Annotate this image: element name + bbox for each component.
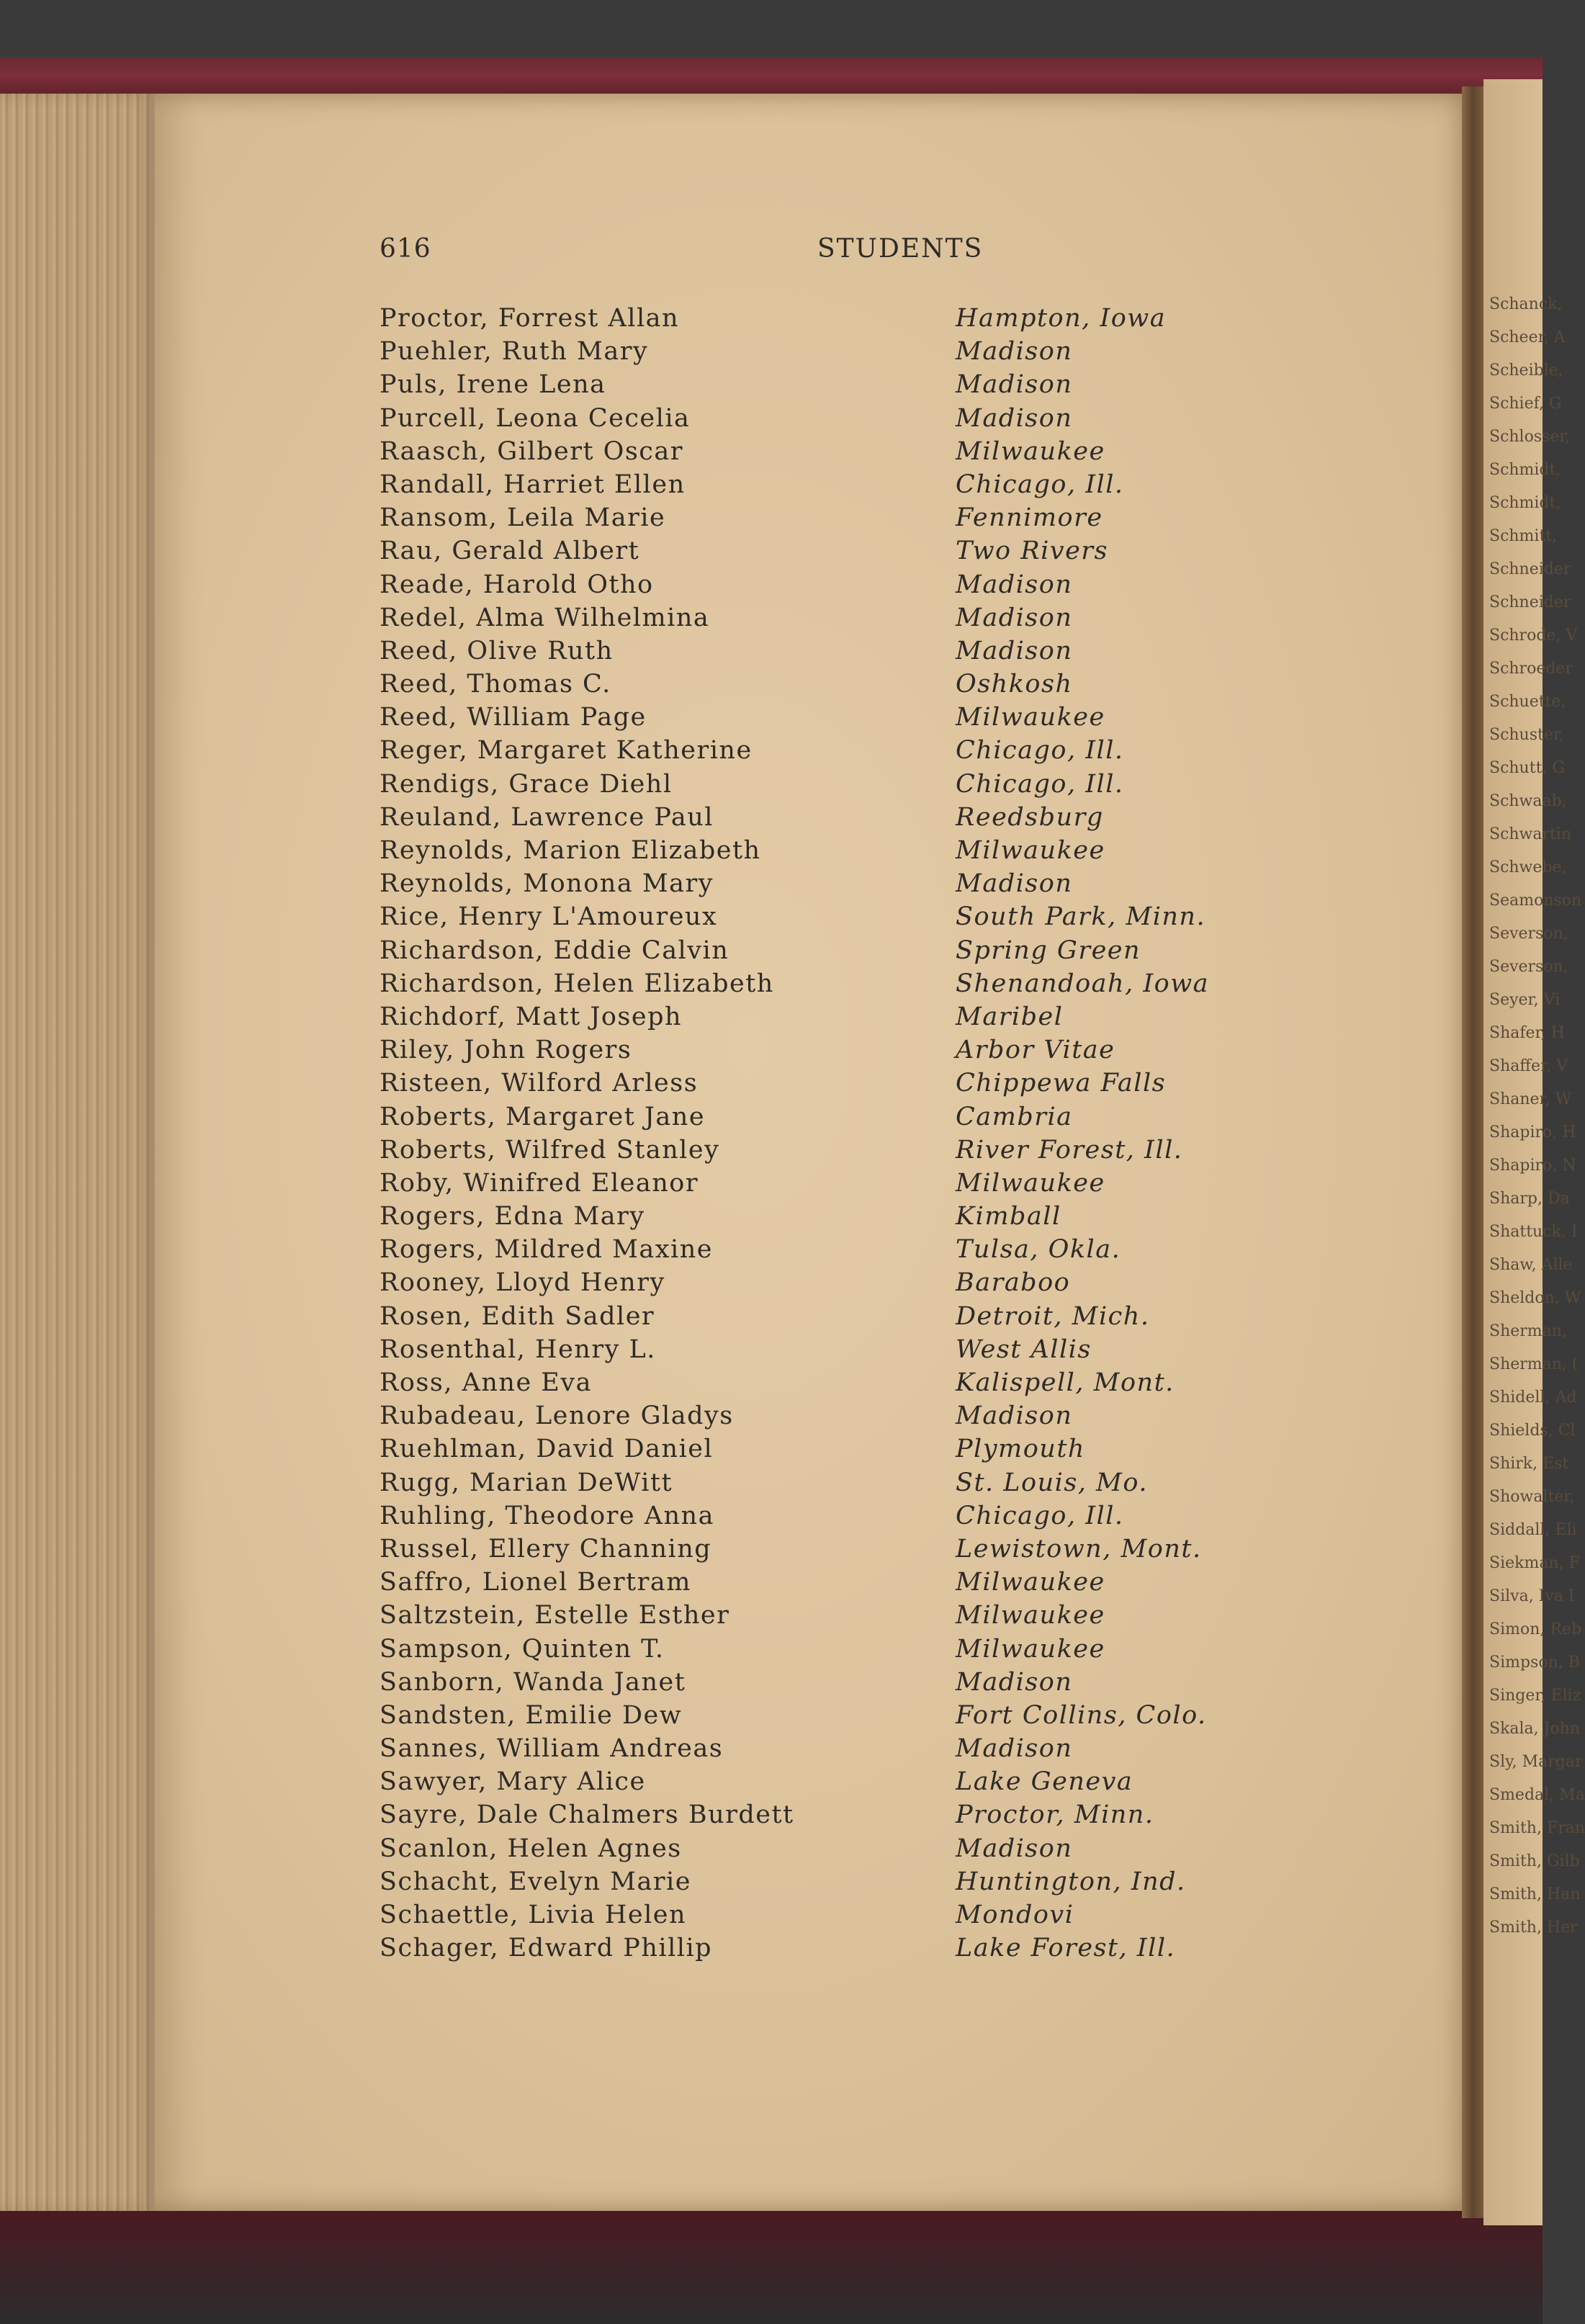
next-page-line: Scheible, <box>1489 362 1563 380</box>
student-hometown: Tulsa, Okla. <box>956 1235 1121 1265</box>
student-name: Rau, Gerald Albert <box>380 537 640 566</box>
list-item <box>0 902 1543 936</box>
student-name: Sannes, William Andreas <box>380 1734 724 1764</box>
student-hometown: Two Rivers <box>956 537 1108 566</box>
student-name: Schager, Edward Phillip <box>380 1934 713 1963</box>
list-item <box>0 1934 1543 1967</box>
student-hometown: Milwaukee <box>956 1568 1105 1597</box>
next-page-line: Simpson, B <box>1489 1654 1580 1672</box>
list-item <box>0 404 1543 437</box>
student-hometown: South Park, Minn. <box>956 902 1206 932</box>
student-hometown: Proctor, Minn. <box>956 1800 1154 1830</box>
student-name: Rubadeau, Lenore Gladys <box>380 1401 734 1431</box>
next-page-line: Schroeder <box>1489 660 1573 678</box>
list-item <box>0 1535 1543 1568</box>
next-page-line: Sherman, ( <box>1489 1355 1579 1373</box>
list-item <box>0 1568 1543 1601</box>
student-hometown: Chicago, Ill. <box>956 769 1124 799</box>
student-hometown: Madison <box>956 370 1073 400</box>
list-item <box>0 1036 1543 1069</box>
list-item <box>0 1002 1543 1036</box>
list-item <box>0 1435 1543 1468</box>
list-item <box>0 337 1543 370</box>
list-item <box>0 1202 1543 1235</box>
list-item <box>0 703 1543 736</box>
next-page-line: Shattuck, I <box>1489 1223 1578 1241</box>
student-name: Ruehlman, David Daniel <box>380 1435 714 1464</box>
student-hometown: Milwaukee <box>956 1168 1105 1198</box>
student-name: Ross, Anne Eva <box>380 1368 592 1397</box>
student-hometown: Madison <box>956 1734 1073 1764</box>
next-page-line: Schief, G <box>1489 395 1562 413</box>
list-item <box>0 836 1543 869</box>
next-page-line: Shidell, Ad <box>1489 1388 1577 1406</box>
student-name: Reynolds, Monona Mary <box>380 869 714 899</box>
student-name: Reed, Olive Ruth <box>380 636 614 665</box>
next-page-line: Schuster, <box>1489 726 1564 744</box>
next-page-line: Schneider <box>1489 560 1571 578</box>
student-hometown: Milwaukee <box>956 1634 1105 1664</box>
list-item <box>0 1103 1543 1136</box>
list-item <box>0 736 1543 769</box>
next-page-line: Shapiro, N <box>1489 1157 1576 1175</box>
list-item <box>0 670 1543 703</box>
list-item <box>0 1468 1543 1502</box>
student-name: Saltzstein, Estelle Esther <box>380 1601 730 1630</box>
student-hometown: Hampton, Iowa <box>956 304 1167 333</box>
student-name: Reed, Thomas C. <box>380 670 611 699</box>
list-item <box>0 503 1543 537</box>
student-name: Schacht, Evelyn Marie <box>380 1867 691 1896</box>
list-item <box>0 1302 1543 1335</box>
student-name: Puehler, Ruth Mary <box>380 337 649 367</box>
student-hometown: Maribel <box>956 1002 1064 1031</box>
list-item <box>0 1635 1543 1668</box>
next-page-line: Scheer, A <box>1489 328 1566 346</box>
student-name: Sayre, Dale Chalmers Burdett <box>380 1800 794 1830</box>
book-cover-bottom <box>0 2211 1543 2324</box>
next-page-line: Schanck, <box>1489 295 1563 313</box>
student-hometown: Reedsburg <box>956 802 1104 832</box>
list-item <box>0 1502 1543 1535</box>
student-hometown: Spring Green <box>956 936 1141 965</box>
student-name: Puls, Irene Lena <box>380 370 606 400</box>
next-page-line: Schmidt, <box>1489 494 1561 512</box>
student-hometown: Madison <box>956 337 1073 367</box>
student-hometown: Oshkosh <box>956 670 1073 699</box>
list-item <box>0 1834 1543 1867</box>
list-item <box>0 1268 1543 1301</box>
student-name: Sandsten, Emilie Dew <box>380 1700 683 1730</box>
student-hometown: Chicago, Ill. <box>956 1501 1124 1530</box>
student-name: Rosen, Edith Sadler <box>380 1301 655 1331</box>
student-hometown: Shenandoah, Iowa <box>956 969 1210 998</box>
list-item <box>0 1169 1543 1202</box>
next-page-line: Severson, <box>1489 925 1568 943</box>
list-item <box>0 604 1543 637</box>
student-hometown: Milwaukee <box>956 703 1105 732</box>
list-item <box>0 1069 1543 1102</box>
list-item <box>0 1668 1543 1701</box>
student-hometown: Fort Collins, Colo. <box>956 1700 1207 1730</box>
student-name: Rogers, Edna Mary <box>380 1202 645 1231</box>
student-hometown: Baraboo <box>956 1268 1071 1298</box>
student-name: Rice, Henry L'Amoureux <box>380 902 718 932</box>
next-page-line: Skala, John <box>1489 1720 1581 1738</box>
student-name: Richardson, Eddie Calvin <box>380 936 729 965</box>
student-hometown: Milwaukee <box>956 1601 1105 1630</box>
next-page-line: Silva, Iva I <box>1489 1587 1575 1605</box>
student-hometown: Fennimore <box>956 503 1103 533</box>
student-name: Sawyer, Mary Alice <box>380 1767 646 1797</box>
next-page-line: Singer, Eliz <box>1489 1687 1581 1705</box>
list-item <box>0 1901 1543 1934</box>
student-name: Riley, John Rogers <box>380 1036 632 1065</box>
list-item <box>0 570 1543 604</box>
student-hometown: Lake Forest, Ill. <box>956 1934 1176 1963</box>
student-name: Risteen, Wilford Arless <box>380 1069 699 1098</box>
next-page-line: Schwaab, <box>1489 792 1567 810</box>
student-hometown: West Allis <box>956 1334 1092 1364</box>
student-name: Ransom, Leila Marie <box>380 503 666 533</box>
student-hometown: Plymouth <box>956 1435 1085 1464</box>
student-hometown: Madison <box>956 1667 1073 1697</box>
student-name: Purcell, Leona Cecelia <box>380 403 691 433</box>
list-item <box>0 437 1543 470</box>
student-hometown: Kimball <box>956 1202 1061 1231</box>
student-hometown: St. Louis, Mo. <box>956 1468 1148 1497</box>
student-hometown: Lewistown, Mont. <box>956 1534 1202 1563</box>
student-hometown: Madison <box>956 403 1073 433</box>
student-name: Rosenthal, Henry L. <box>380 1334 656 1364</box>
student-name: Ruhling, Theodore Anna <box>380 1501 714 1530</box>
student-name: Scanlon, Helen Agnes <box>380 1834 682 1863</box>
list-item <box>0 1701 1543 1734</box>
student-name: Reynolds, Marion Elizabeth <box>380 836 761 865</box>
list-item <box>0 1235 1543 1268</box>
student-hometown: Madison <box>956 869 1073 899</box>
list-item <box>0 770 1543 803</box>
page-title: STUDENTS <box>817 234 984 264</box>
student-hometown: Milwaukee <box>956 836 1105 865</box>
list-item <box>0 1335 1543 1368</box>
next-page-line: Schneider <box>1489 593 1571 611</box>
student-name: Proctor, Forrest Allan <box>380 304 680 333</box>
next-page-line: Schwartin <box>1489 825 1572 843</box>
student-name: Schaettle, Livia Helen <box>380 1901 687 1929</box>
student-hometown: Chicago, Ill. <box>956 736 1124 766</box>
next-page-line: Severson, <box>1489 958 1568 976</box>
list-item <box>0 1767 1543 1800</box>
student-hometown: Milwaukee <box>956 436 1105 466</box>
student-name: Redel, Alma Wilhelmina <box>380 603 710 632</box>
list-item <box>0 1601 1543 1634</box>
student-hometown: Madison <box>956 1834 1073 1863</box>
next-page-line: Seamonson <box>1489 892 1582 910</box>
student-hometown: Arbor Vitae <box>956 1036 1115 1065</box>
student-hometown: River Forest, Ill. <box>956 1135 1183 1165</box>
student-name: Roberts, Margaret Jane <box>380 1102 706 1131</box>
next-page-line: Schmidt, <box>1489 461 1561 479</box>
list-item <box>0 470 1543 503</box>
page-number: 616 <box>380 234 431 264</box>
student-hometown: Lake Geneva <box>956 1767 1133 1797</box>
next-page-line: Schuette, <box>1489 693 1566 711</box>
student-hometown: Huntington, Ind. <box>956 1867 1186 1896</box>
student-name: Rugg, Marian DeWitt <box>380 1468 673 1497</box>
student-name: Rooney, Lloyd Henry <box>380 1268 665 1298</box>
list-item <box>0 370 1543 403</box>
student-hometown: Chicago, Ill. <box>956 470 1124 499</box>
student-name: Reger, Margaret Katherine <box>380 736 753 766</box>
next-page-line: Smith, Fran <box>1489 1819 1585 1837</box>
next-page-line: Schmitt, <box>1489 527 1558 545</box>
student-name: Richdorf, Matt Joseph <box>380 1002 683 1031</box>
student-name: Raasch, Gilbert Oscar <box>380 436 683 466</box>
next-page-line: Schrode, V <box>1489 627 1578 645</box>
student-name: Sanborn, Wanda Janet <box>380 1667 686 1697</box>
next-page-line: Schwebe, <box>1489 858 1567 876</box>
student-name: Sampson, Quinten T. <box>380 1634 665 1664</box>
list-item <box>0 803 1543 836</box>
student-name: Rogers, Mildred Maxine <box>380 1235 713 1265</box>
list-item <box>0 537 1543 570</box>
next-page-line: Smith, Gilb <box>1489 1852 1580 1870</box>
list-item <box>0 936 1543 969</box>
list-item <box>0 1734 1543 1767</box>
next-page-line: Siddall, Eli <box>1489 1521 1577 1539</box>
next-page-line: Sheldon, W <box>1489 1289 1581 1307</box>
student-name: Rendigs, Grace Diehl <box>380 769 673 799</box>
list-item <box>0 969 1543 1002</box>
list-item <box>0 1136 1543 1169</box>
list-item <box>0 1800 1543 1834</box>
next-page-line: Smith, Her <box>1489 1919 1578 1937</box>
next-page-line: Simon, Reb <box>1489 1620 1582 1638</box>
next-page-line: Siekman, F <box>1489 1554 1580 1572</box>
list-item <box>0 1368 1543 1401</box>
student-hometown: Madison <box>956 603 1073 632</box>
student-name: Randall, Harriet Ellen <box>380 470 686 499</box>
next-page-line: Seyer, Vi <box>1489 991 1561 1009</box>
next-page-line: Smith, Han <box>1489 1885 1581 1903</box>
next-page-line: Sharp, Da <box>1489 1190 1570 1208</box>
student-name: Roberts, Wilfred Stanley <box>380 1135 720 1165</box>
student-hometown: Mondovi <box>956 1901 1074 1929</box>
next-page-line: Shaner, W <box>1489 1090 1572 1108</box>
next-page-line: Sherman, <box>1489 1322 1567 1340</box>
next-page-line: Smedal, Ma <box>1489 1786 1585 1804</box>
list-item <box>0 1401 1543 1435</box>
student-name: Russel, Ellery Channing <box>380 1534 712 1563</box>
page-header <box>0 234 1543 270</box>
student-hometown: Kalispell, Mont. <box>956 1368 1175 1397</box>
list-item <box>0 637 1543 670</box>
next-page-line: Shirk, Est <box>1489 1455 1569 1473</box>
next-page-line: Sly, Margar <box>1489 1753 1583 1771</box>
next-page-line: Shaw, Alle <box>1489 1256 1573 1274</box>
student-name: Saffro, Lionel Bertram <box>380 1568 691 1597</box>
student-hometown: Chippewa Falls <box>956 1069 1167 1098</box>
student-hometown: Cambria <box>956 1102 1073 1131</box>
next-page-line: Showalter, <box>1489 1488 1575 1506</box>
student-name: Richardson, Helen Elizabeth <box>380 969 774 998</box>
student-hometown: Madison <box>956 570 1073 599</box>
student-name: Reed, William Page <box>380 703 647 732</box>
next-page-line: Schlosser, <box>1489 428 1571 446</box>
student-hometown: Madison <box>956 636 1073 665</box>
next-page-line: Shapiro, H <box>1489 1123 1576 1141</box>
student-hometown: Madison <box>956 1401 1073 1431</box>
next-page-line: Shaffer, V <box>1489 1057 1568 1075</box>
student-name: Roby, Winifred Eleanor <box>380 1168 699 1198</box>
next-page-line: Schutt, G <box>1489 759 1565 777</box>
student-name: Reuland, Lawrence Paul <box>380 802 714 832</box>
next-page-line: Shields, Cl <box>1489 1422 1576 1440</box>
student-hometown: Detroit, Mich. <box>956 1301 1150 1331</box>
list-item <box>0 304 1543 337</box>
list-item <box>0 1867 1543 1901</box>
student-name: Reade, Harold Otho <box>380 570 654 599</box>
list-item <box>0 869 1543 902</box>
next-page-line: Shafer, H <box>1489 1024 1565 1042</box>
